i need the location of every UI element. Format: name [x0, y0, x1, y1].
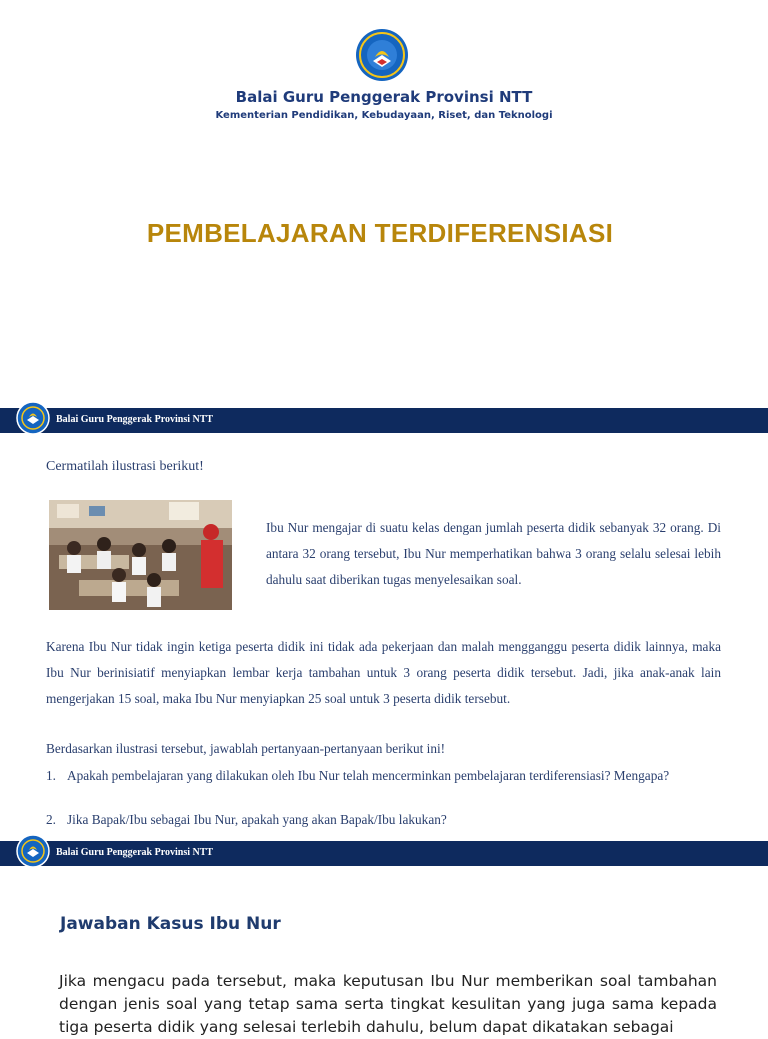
ministry-name: Kementerian Pendidikan, Kebudayaan, Riset, dan Teknologi	[215, 110, 553, 121]
question-intro: Berdasarkan ilustrasi tersebut, jawablah pertanyaan-pertanyaan berikut ini!	[46, 741, 446, 756]
tut-wuri-handayani-logo-icon	[16, 400, 50, 436]
slide-banner	[0, 408, 768, 433]
answer-title: Jawaban Kasus Ibu Nur	[60, 914, 281, 934]
title-slide	[0, 0, 768, 408]
banner-text: Balai Guru Penggerak Provinsi NTT	[56, 414, 214, 425]
case-paragraph-1: Ibu Nur mengajar di suatu kelas dengan jumlah peserta didik sebanyak 32 orang. Di antara 32 orang tersebut, Ibu Nur memperhatikan bahwa 3 orang selalu selesai lebih dahulu saat diberikan tugas menyelesaikan soal.	[266, 520, 721, 587]
answer-body: Jika mengacu pada tersebut, maka keputusan Ibu Nur memberikan soal tambahan dengan jenis soal yang tetap sama serta tingkat kesulitan yang juga sama kepada tiga peserta didik yang selesai terlebih dahulu, belum dapat dikatakan sebagai	[59, 972, 717, 1036]
case-paragraph-2: Karena Ibu Nur tidak ingin ketiga peserta didik ini tidak ada pekerjaan dan malah mengganggu peserta didik lainnya, maka Ibu Nur berinisiatif menyiapkan lembar kerja tambahan untuk 3 orang peserta didik tersebut. Jadi, jika anak-anak lain mengerjakan 15 soal, maka Ibu Nur menyiapkan 25 soal untuk 3 peserta didik tersebut.	[46, 639, 721, 706]
classroom-photo	[49, 500, 232, 610]
tut-wuri-handayani-logo-icon	[355, 27, 409, 85]
banner-text: Balai Guru Penggerak Provinsi NTT	[56, 847, 214, 858]
question-number: 1.	[46, 768, 56, 783]
question-text: Apakah pembelajaran yang dilakukan oleh Ibu Nur telah mencerminkan pembelajaran terdiferensiasi? Mengapa?	[67, 768, 670, 783]
main-title: PEMBELAJARAN TERDIFERENSIASI	[146, 218, 614, 248]
org-name: Balai Guru Penggerak Provinsi NTT	[235, 88, 533, 106]
slide-banner	[0, 841, 768, 866]
question-number: 2.	[46, 812, 56, 827]
slide-intro: Cermatilah ilustrasi berikut!	[46, 459, 204, 474]
question-text: Jika Bapak/Ibu sebagai Ibu Nur, apakah yang akan Bapak/Ibu lakukan?	[67, 812, 447, 827]
tut-wuri-handayani-logo-icon	[16, 833, 50, 869]
